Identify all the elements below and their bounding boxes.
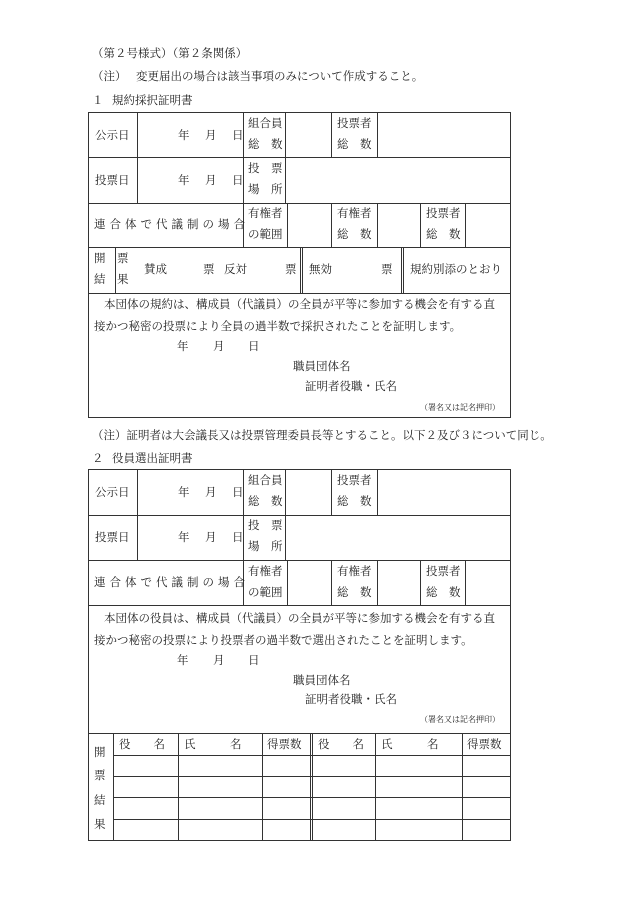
voters-total-label-3: 投票者	[337, 473, 372, 487]
vote-place-label: 投 票	[248, 161, 283, 175]
cert-date-year: 年	[177, 339, 189, 353]
certification-text-line1: 本団体の規約は、構成員（代議員）の全員が平等に参加する機会を有する直	[104, 297, 495, 311]
col-name-header-2: 氏 名	[381, 737, 439, 751]
certifier-label: 証明者役職・氏名	[305, 379, 397, 393]
count-result-label: 開 票	[94, 251, 129, 265]
result-label-char-3: 結	[94, 793, 106, 807]
cert-date-year-2: 年	[177, 653, 189, 667]
certifier-note: （注）証明者は大会議長又は投票管理委員長等とすること。以下２及び３について同じ。	[92, 428, 552, 442]
col-name-header: 氏 名	[184, 737, 242, 751]
section2-number: ２	[92, 451, 104, 465]
eligible-range-label-2: 有権者	[248, 564, 283, 578]
cert-date-day-2: 日	[248, 653, 260, 667]
certification-text-line2-2: 接かつ秘密の投票により投票者の過半数で選出されたことを証明します。	[94, 633, 473, 647]
vote-place-label-2: 投 票	[248, 518, 283, 532]
eligible-total-label: 有権者	[337, 206, 372, 220]
invalid-label: 無効	[309, 262, 332, 276]
notice-date-value-2: 年 月 日	[178, 485, 246, 499]
note-prefix: （注）	[92, 69, 127, 83]
org-name-label: 職員団体名	[293, 359, 351, 373]
section1-number: １	[92, 93, 104, 107]
form-number: （第２号様式）（第２条関係）	[92, 46, 248, 60]
notice-date-value: 年 月 日	[178, 128, 246, 142]
cert-date-month-2: 月	[213, 653, 225, 667]
officer-certificate-table	[88, 469, 511, 841]
eligible-total-label-2: 有権者	[337, 564, 372, 578]
col-role-header: 役 名	[119, 737, 165, 751]
voters-total-label-4: 投票者	[426, 564, 461, 578]
cert-date-month: 月	[213, 339, 225, 353]
vote-date-value: 年 月 日	[178, 173, 246, 187]
voters-total-label: 投票者	[337, 116, 372, 130]
note-text: 変更届出の場合は該当事項のみについて作成すること。	[136, 69, 424, 83]
result-label-char-2: 票	[94, 768, 106, 782]
federation-label-2: 連合体で代議制の場合	[94, 575, 249, 589]
members-total-label: 組合員	[248, 116, 283, 130]
eligible-range-label: 有権者	[248, 206, 283, 220]
cert-date-day: 日	[248, 339, 260, 353]
oppose-label: 反対	[224, 262, 247, 276]
result-note: 規約別添のとおり	[410, 262, 502, 276]
section2-title: 役員選出証明書	[112, 451, 193, 465]
notice-date-label: 公示日	[95, 128, 130, 142]
federation-label: 連合体で代議制の場合	[94, 217, 249, 231]
section1-title: 規約採択証明書	[112, 93, 193, 107]
result-label-char-4: 果	[94, 817, 106, 831]
voters-total-label-2: 投票者	[426, 206, 461, 220]
notice-date-label-2: 公示日	[95, 485, 130, 499]
org-name-label-2: 職員団体名	[293, 673, 351, 687]
certification-text-line1-2: 本団体の役員は、構成員（代議員）の全員が平等に参加する機会を有する直	[104, 611, 495, 625]
approve-label: 賛成	[144, 262, 167, 276]
col-votes-header-2: 得票数	[467, 737, 502, 751]
vote-date-label: 投票日	[95, 173, 130, 187]
seal-note: （署名又は記名押印）	[420, 403, 500, 412]
seal-note-2: （署名又は記名押印）	[420, 715, 500, 724]
vote-date-value-2: 年 月 日	[178, 530, 246, 544]
certification-text-line2: 接かつ秘密の投票により全員の過半数で採択されたことを証明します。	[94, 319, 462, 333]
vote-date-label-2: 投票日	[95, 530, 130, 544]
certifier-label-2: 証明者役職・氏名	[305, 692, 397, 706]
col-role-header-2: 役 名	[318, 737, 364, 751]
members-total-label-2: 組合員	[248, 473, 283, 487]
col-votes-header: 得票数	[267, 737, 302, 751]
result-label-char-1: 開	[94, 745, 106, 759]
